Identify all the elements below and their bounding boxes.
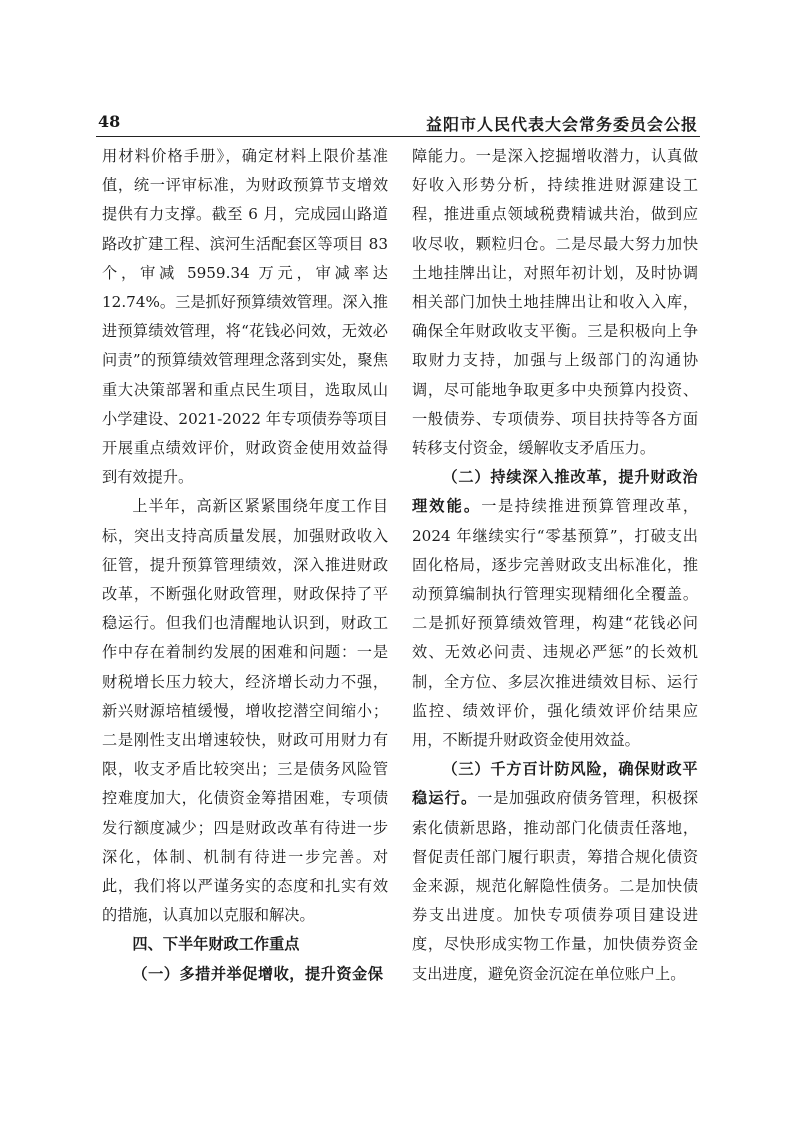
subsection-body-1: 障能力。一是深入挖掘增收潜力，认真做好收入形势分析，持续推进财源建设工程，推进重点领域税费精诚共治，做到应收尽收，颗粒归仓。二是尽最大努力加快土地挂牌出让，对照年初计划，及时协调相关部门加快土地挂牌出让和收入入库，确保全年财政收支平衡。三是积极向上争取财力支持，加强与上级部门的沟通协调，尽可能地争取更多中央预算内投资、一般债券、专项债券、项目扶持等各方面转移支付资金，缓解收支矛盾压力。: [412, 147, 698, 458]
left-column: [102, 142, 388, 989]
subsection-body-3: 一是加强政府债务管理，积极探索化债新思路，推动部门化债责任落地，督促责任部门履行职责，筹措合规化债资金来源，规范化解隐性债务。二是加快债券支出进度。加快专项债券项目建设进度，尽快形成实物工作量，加快债券资金支出进度，避免资金沉淀在单位账户上。: [412, 789, 698, 983]
header-rule: [96, 136, 700, 137]
page-header: [98, 108, 698, 136]
paragraph-continued: 用材料价格手册》，确定材料上限价基准值，统一评审标准，为财政预算节支增效提供有力支撑。截至 6 月，完成园山路道路改扩建工程、滨河生活配套区等项目 83 个，审减 5959.34 万元，审减率达 12.74%。三是抓好预算绩效管理。深入推进预算绩效管理，将“花钱必问效，无效必问责”的预算绩效管理理念落到实处，聚焦重大决策部署和重点民生项目，选取凤山小学建设、2021-2022 年专项债券等项目开展重点绩效评价，财政资金使用效益得到有效提升。: [102, 147, 388, 487]
subsection-2: [412, 463, 698, 755]
section-heading: 四、下半年财政工作重点: [132, 935, 300, 954]
subsection-title-3: （三）千方百计防风险，确保财政平稳运行。: [412, 760, 698, 808]
subsection-3: [412, 755, 698, 989]
right-column: [412, 142, 698, 989]
subsection-title-2: （二）持续深入推改革，提升财政治理效能。: [412, 468, 698, 516]
subsection-body-2: 一是持续推进预算管理改革，2024 年继续实行“零基预算”，打破支出固化格局，逐步完善财政支出标准化，推动预算编制执行管理实现精细化全覆盖。二是抓好预算绩效管理，构建“花钱必问效、无效必问责、违规必严惩”的长效机制，全方位、多层次推进绩效目标、运行监控、绩效评价，强化绩效评价结果应用，不断提升财政资金使用效益。: [412, 497, 698, 750]
subsection-title-1: （一）多措并举促增收，提升资金保: [132, 964, 384, 983]
paragraph-summary: 上半年，高新区紧紧围绕年度工作目标，突出支持高质量发展，加强财政收入征管，提升预算管理绩效，深入推进财政改革，不断强化财政管理，财政保持了平稳运行。但我们也清醒地认识到，财政工作中存在着制约发展的困难和问题：一是财税增长压力较大，经济增长动力不强，新兴财源培植缓慢，增收挖潜空间缩小；二是刚性支出增速较快，财政可用财力有限，收支矛盾比较突出；三是债务风险管控难度加大，化债资金筹措困难，专项债发行额度减少；四是财政改革有待进一步深化，体制、机制有待进一步完善。对此，我们将以严谨务实的态度和扎实有效的措施，认真加以克服和解决。: [102, 497, 388, 925]
publication-title: 益阳市人民代表大会常务委员会公报: [425, 115, 698, 134]
page-number: 48: [98, 112, 121, 131]
